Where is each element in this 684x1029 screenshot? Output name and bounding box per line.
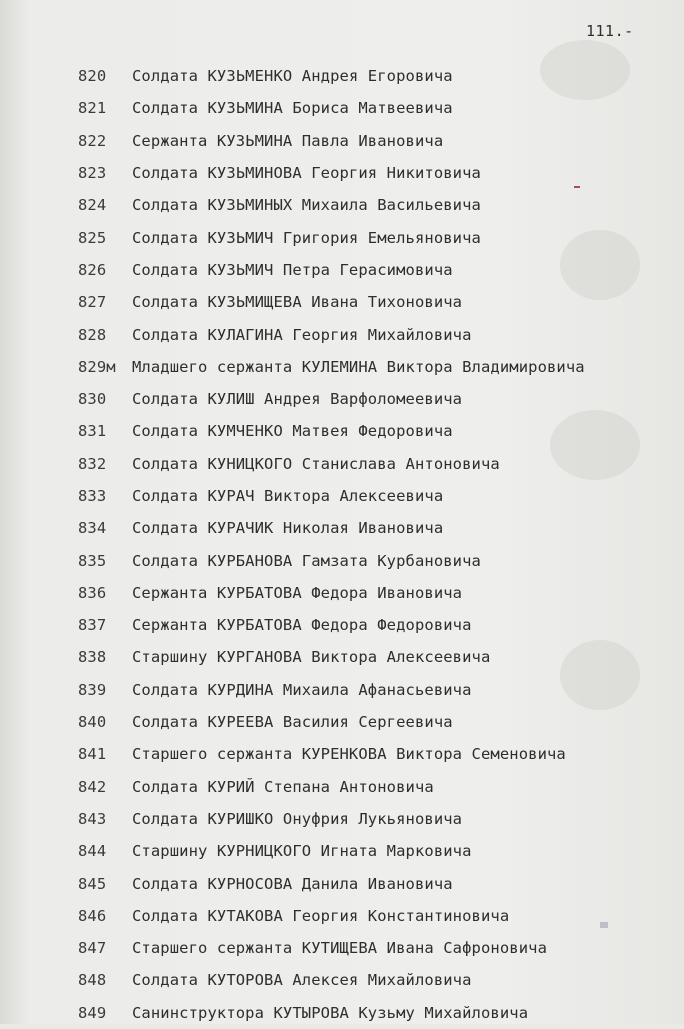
entry-number: 847 xyxy=(78,939,107,958)
entry-number: 832 xyxy=(78,454,107,473)
entry-number: 829м xyxy=(78,357,116,376)
entry-text: Солдата КУЗЬМЕНКО Андрея Егоровича xyxy=(132,67,453,86)
entry-number: 820 xyxy=(78,67,107,86)
list-item xyxy=(78,997,678,1029)
entry-number: 845 xyxy=(78,874,107,893)
entry-number: 827 xyxy=(78,293,107,312)
entry-text: Солдата КУЗЬМИНОВА Георгия Никитовича xyxy=(132,164,481,183)
list-item xyxy=(78,415,678,447)
list-item xyxy=(78,92,678,124)
list-item xyxy=(78,964,678,996)
entry-text: Солдата КУРИШКО Онуфрия Лукьяновича xyxy=(132,809,463,828)
entry-number: 838 xyxy=(78,648,107,667)
entry-number: 840 xyxy=(78,713,107,732)
list-item xyxy=(78,221,678,253)
entry-number: 841 xyxy=(78,745,107,764)
entry-number: 844 xyxy=(78,842,107,861)
entry-text: Солдата КУЗЬМИЧ Григория Емельяновича xyxy=(132,228,481,247)
entry-list xyxy=(78,60,678,1029)
entry-number: 843 xyxy=(78,809,107,828)
list-item xyxy=(78,867,678,899)
list-item xyxy=(78,771,678,803)
entry-text: Санинструктора КУТЫРОВА Кузьму Михайловича xyxy=(132,1003,529,1022)
entry-number: 830 xyxy=(78,390,107,409)
list-item xyxy=(78,932,678,964)
entry-number: 825 xyxy=(78,228,107,247)
entry-number: 836 xyxy=(78,583,107,602)
entry-text: Солдата КУНИЦКОГО Станислава Антоновича xyxy=(132,454,500,473)
page-number: 111.- xyxy=(586,22,634,40)
entry-text: Старшину КУРГАНОВА Виктора Алексеевича xyxy=(132,648,491,667)
entry-text: Солдата КУРАЧИК Николая Ивановича xyxy=(132,519,444,538)
list-item xyxy=(78,480,678,512)
entry-text: Сержанта КУЗЬМИНА Павла Ивановича xyxy=(132,131,444,150)
entry-number: 828 xyxy=(78,325,107,344)
list-item xyxy=(78,544,678,576)
entry-text: Солдата КУЗЬМИЧ Петра Герасимовича xyxy=(132,260,453,279)
list-item xyxy=(78,803,678,835)
entry-text: Солдата КУТОРОВА Алексея Михайловича xyxy=(132,971,472,990)
entry-text: Старшину КУРНИЦКОГО Игната Марковича xyxy=(132,842,472,861)
entry-number: 837 xyxy=(78,616,107,635)
list-item xyxy=(78,738,678,770)
entry-text: Солдата КУЗЬМИНА Бориса Матвеевича xyxy=(132,99,453,118)
list-item xyxy=(78,448,678,480)
entry-number: 839 xyxy=(78,680,107,699)
entry-text: Солдата КУТАКОВА Георгия Константиновича xyxy=(132,906,510,925)
list-item xyxy=(78,609,678,641)
list-item xyxy=(78,286,678,318)
entry-text: Солдата КУРДИНА Михаила Афанасьевича xyxy=(132,680,472,699)
list-item xyxy=(78,318,678,350)
entry-number: 834 xyxy=(78,519,107,538)
entry-number: 835 xyxy=(78,551,107,570)
entry-text: Сержанта КУРБАТОВА Федора Ивановича xyxy=(132,583,463,602)
entry-text: Солдата КУЗЬМИНЫХ Михаила Васильевича xyxy=(132,196,481,215)
list-item xyxy=(78,835,678,867)
entry-number: 822 xyxy=(78,131,107,150)
entry-text: Сержанта КУРБАТОВА Федора Федоровича xyxy=(132,616,472,635)
entry-text: Солдата КУМЧЕНКО Матвея Федоровича xyxy=(132,422,453,441)
entry-number: 826 xyxy=(78,260,107,279)
list-item xyxy=(78,706,678,738)
entry-number: 824 xyxy=(78,196,107,215)
entry-text: Солдата КУЛАГИНА Георгия Михайловича xyxy=(132,325,472,344)
entry-text: Солдата КУРБАНОВА Гамзата Курбановича xyxy=(132,551,481,570)
list-item xyxy=(78,254,678,286)
entry-text: Солдата КУРЕЕВА Василия Сергеевича xyxy=(132,713,453,732)
list-item xyxy=(78,60,678,92)
entry-number: 823 xyxy=(78,164,107,183)
entry-number: 849 xyxy=(78,1003,107,1022)
list-item xyxy=(78,125,678,157)
entry-text: Солдата КУЛИШ Андрея Варфоломеевича xyxy=(132,390,463,409)
list-item xyxy=(78,641,678,673)
entry-text: Старшего сержанта КУТИЩЕВА Ивана Сафроновича xyxy=(132,939,547,958)
entry-text: Младшего сержанта КУЛЕМИНА Виктора Владимировича xyxy=(132,357,585,376)
list-item xyxy=(78,900,678,932)
entry-text: Солдата КУЗЬМИЩЕВА Ивана Тихоновича xyxy=(132,293,463,312)
entry-text: Солдата КУРИЙ Степана Антоновича xyxy=(132,777,434,796)
list-item xyxy=(78,512,678,544)
list-item xyxy=(78,577,678,609)
entry-number: 831 xyxy=(78,422,107,441)
entry-number: 848 xyxy=(78,971,107,990)
list-item xyxy=(78,189,678,221)
list-item xyxy=(78,157,678,189)
entry-number: 833 xyxy=(78,487,107,505)
entry-number: 821 xyxy=(78,99,107,118)
list-item xyxy=(78,674,678,706)
list-item xyxy=(78,383,678,415)
entry-text: Солдата КУРНОСОВА Данила Ивановича xyxy=(132,874,453,893)
entry-number: 846 xyxy=(78,906,107,925)
entry-number: 842 xyxy=(78,777,107,796)
list-item xyxy=(78,351,678,383)
entry-text: Солдата КУРАЧ Виктора Алексеевича xyxy=(132,487,444,505)
entry-text: Старшего сержанта КУРЕНКОВА Виктора Семеновича xyxy=(132,745,566,764)
